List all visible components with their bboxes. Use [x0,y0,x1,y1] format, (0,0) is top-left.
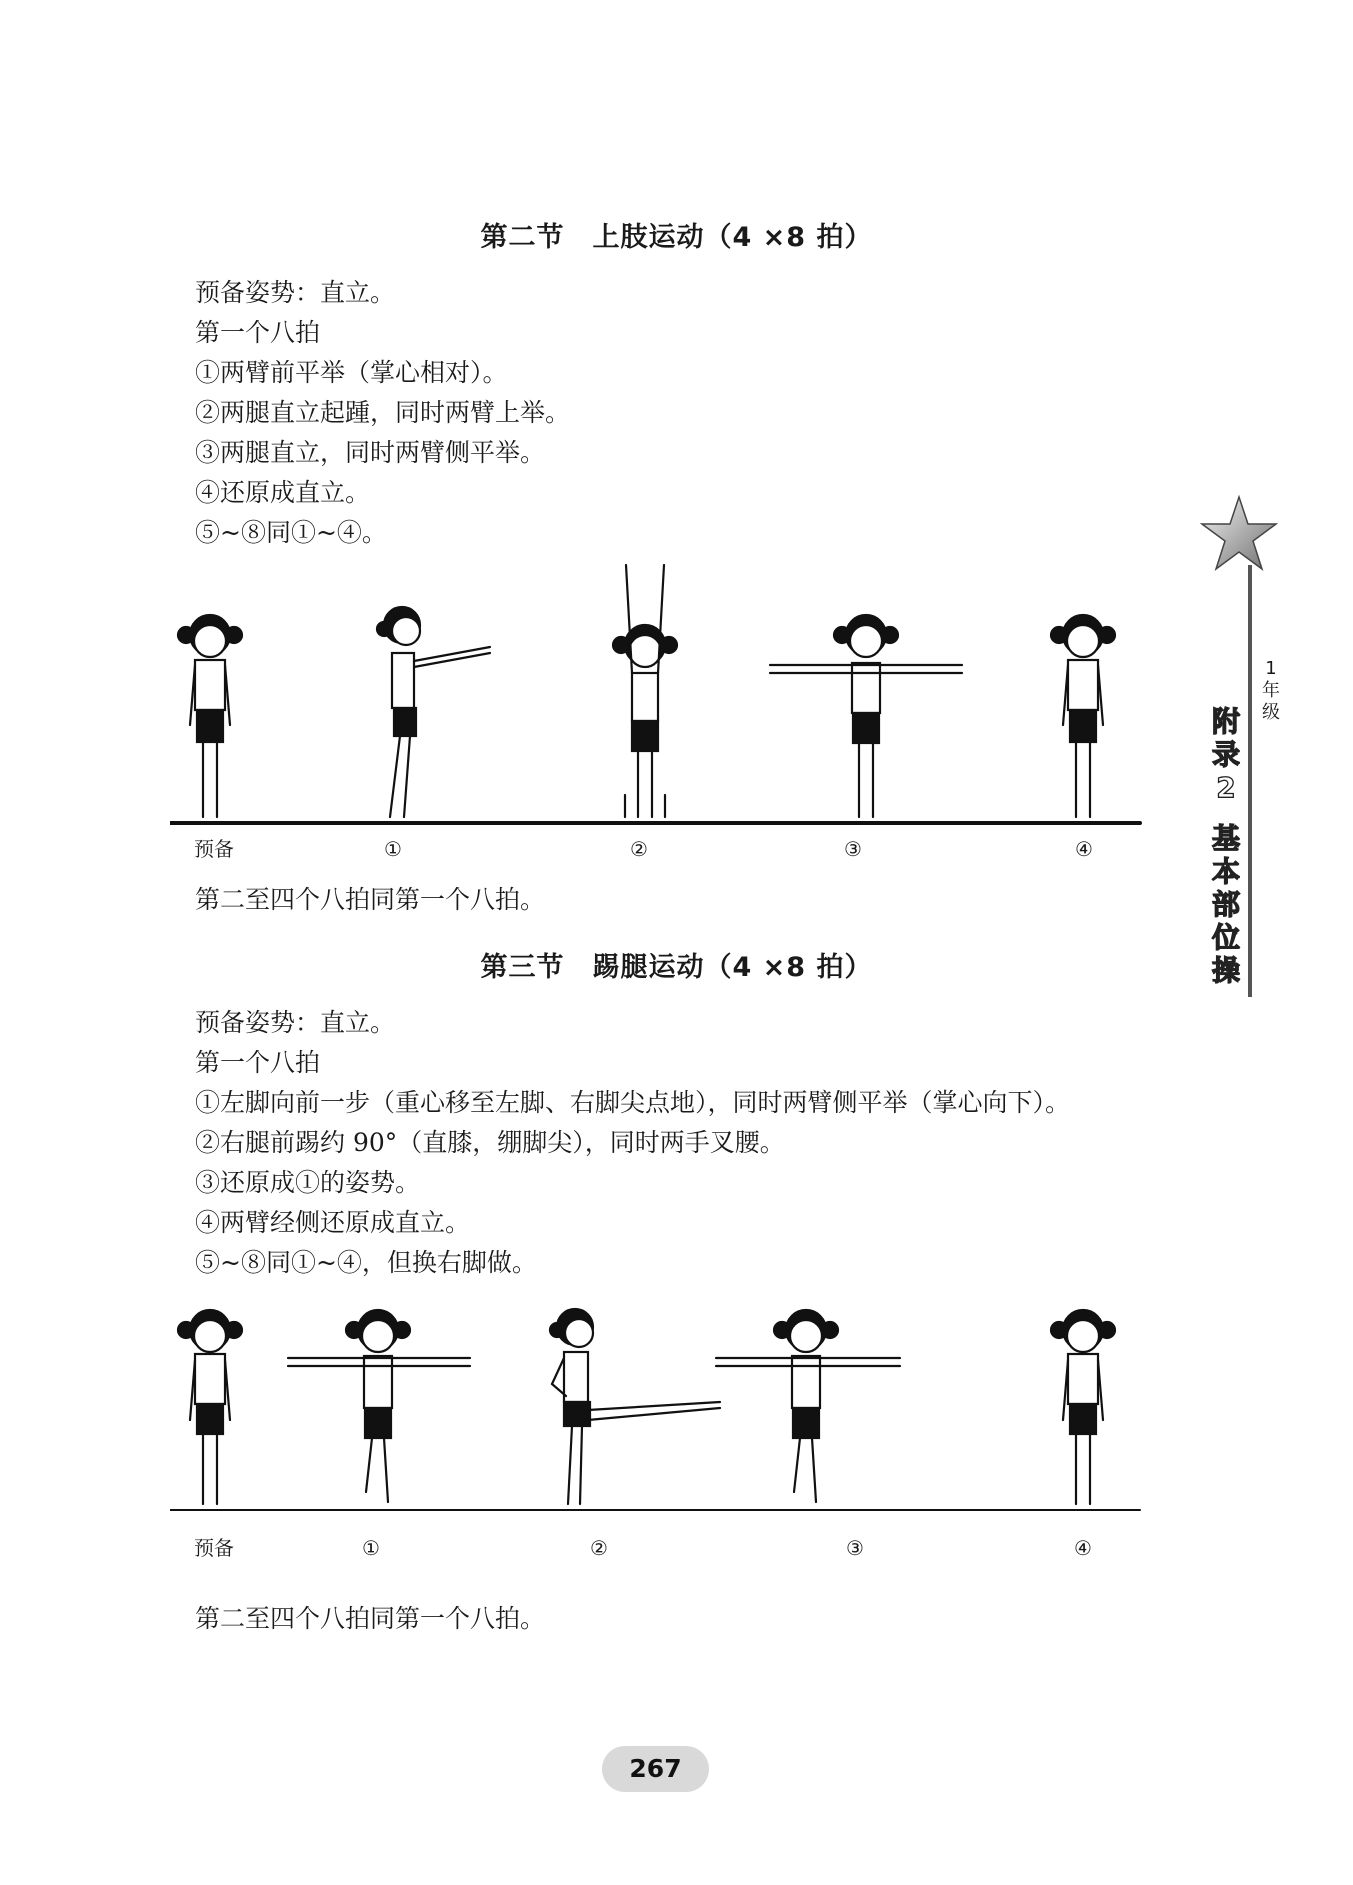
kick-label-4: ④ [1074,1536,1092,1560]
grade-char: 1 [1265,658,1277,679]
page-number: 267 [602,1746,709,1792]
section3-line-3: ①左脚向前一步（重心移至左脚、右脚尖点地），同时两臂侧平举（掌心向下）。 [195,1088,1071,1117]
figure-label-3: ③ [844,837,862,861]
grade-char: 年 [1262,680,1280,701]
section3-figure [170,1292,1150,1574]
section3-heading: 第三节 踢腿运动（4 ×8 拍） [480,952,873,983]
section2-illustration [170,555,1150,830]
section2-line-4: ②两腿直立起踵，同时两臂上举。 [195,398,571,427]
figure-4 [1051,615,1115,817]
figure-label-2: ② [630,837,648,861]
section2-line-7: ⑤~⑧同①~④。 [195,518,387,547]
section2-heading: 第二节 上肢运动（4 ×8 拍） [480,222,873,253]
section3-line-2: 第一个八拍 [195,1048,321,1077]
title-char: 附 [1211,705,1240,738]
figure-ready [178,615,242,817]
figure-label-4: ④ [1075,837,1093,861]
section3-line-7: ⑤~⑧同①~④，但换右脚做。 [195,1248,537,1277]
kick-figure-3 [716,1310,900,1502]
title-char: 位 [1211,921,1240,954]
kick-label-1: ① [362,1536,380,1560]
title-char: 部 [1211,888,1240,921]
section2-line-5: ③两腿直立，同时两臂侧平举。 [195,438,546,467]
section2-line-6: ④还原成直立。 [195,478,371,507]
kick-figure-1 [288,1310,470,1502]
title-char: 录 [1211,738,1240,771]
kick-figure-ready [178,1310,242,1504]
section3-line-5: ③还原成①的姿势。 [195,1168,421,1197]
kick-label-ready: 预备 [194,1536,234,1560]
figure-1 [377,607,490,817]
section3-line-4: ②右腿前踢约 90°（直膝，绷脚尖），同时两手叉腰。 [195,1128,785,1157]
title-char: 本 [1211,855,1240,888]
title-spacer [1208,804,1244,822]
section2-line-2: 第一个八拍 [195,318,321,347]
section3-outro: 第二至四个八拍同第一个八拍。 [195,1604,546,1633]
section2-line-1: 预备姿势：直立。 [195,278,396,307]
title-char: 2 [1216,771,1236,804]
kick-figure-2 [550,1309,720,1504]
figure-label-1: ① [384,837,402,861]
section2-line-3: ①两臂前平举（掌心相对）。 [195,358,508,387]
figure-3 [770,615,962,817]
figure-2 [613,565,677,817]
section3-line-1: 预备姿势：直立。 [195,1008,396,1037]
sidebar-grade [1255,658,1287,724]
title-char: 操 [1211,954,1240,987]
grade-char: 级 [1262,702,1280,723]
section2-figure [170,555,1150,865]
title-char: 基 [1211,822,1240,855]
sidebar-title [1208,705,1244,987]
star-icon [1200,495,1278,573]
sidebar-rule [1248,565,1252,997]
kick-label-2: ② [590,1536,608,1560]
kick-figure-4 [1051,1310,1115,1504]
kick-label-3: ③ [846,1536,864,1560]
section2-outro: 第二至四个八拍同第一个八拍。 [195,885,546,914]
section3-line-6: ④两臂经侧还原成直立。 [195,1208,471,1237]
section3-illustration [170,1292,1150,1517]
figure-label-ready: 预备 [194,837,234,861]
